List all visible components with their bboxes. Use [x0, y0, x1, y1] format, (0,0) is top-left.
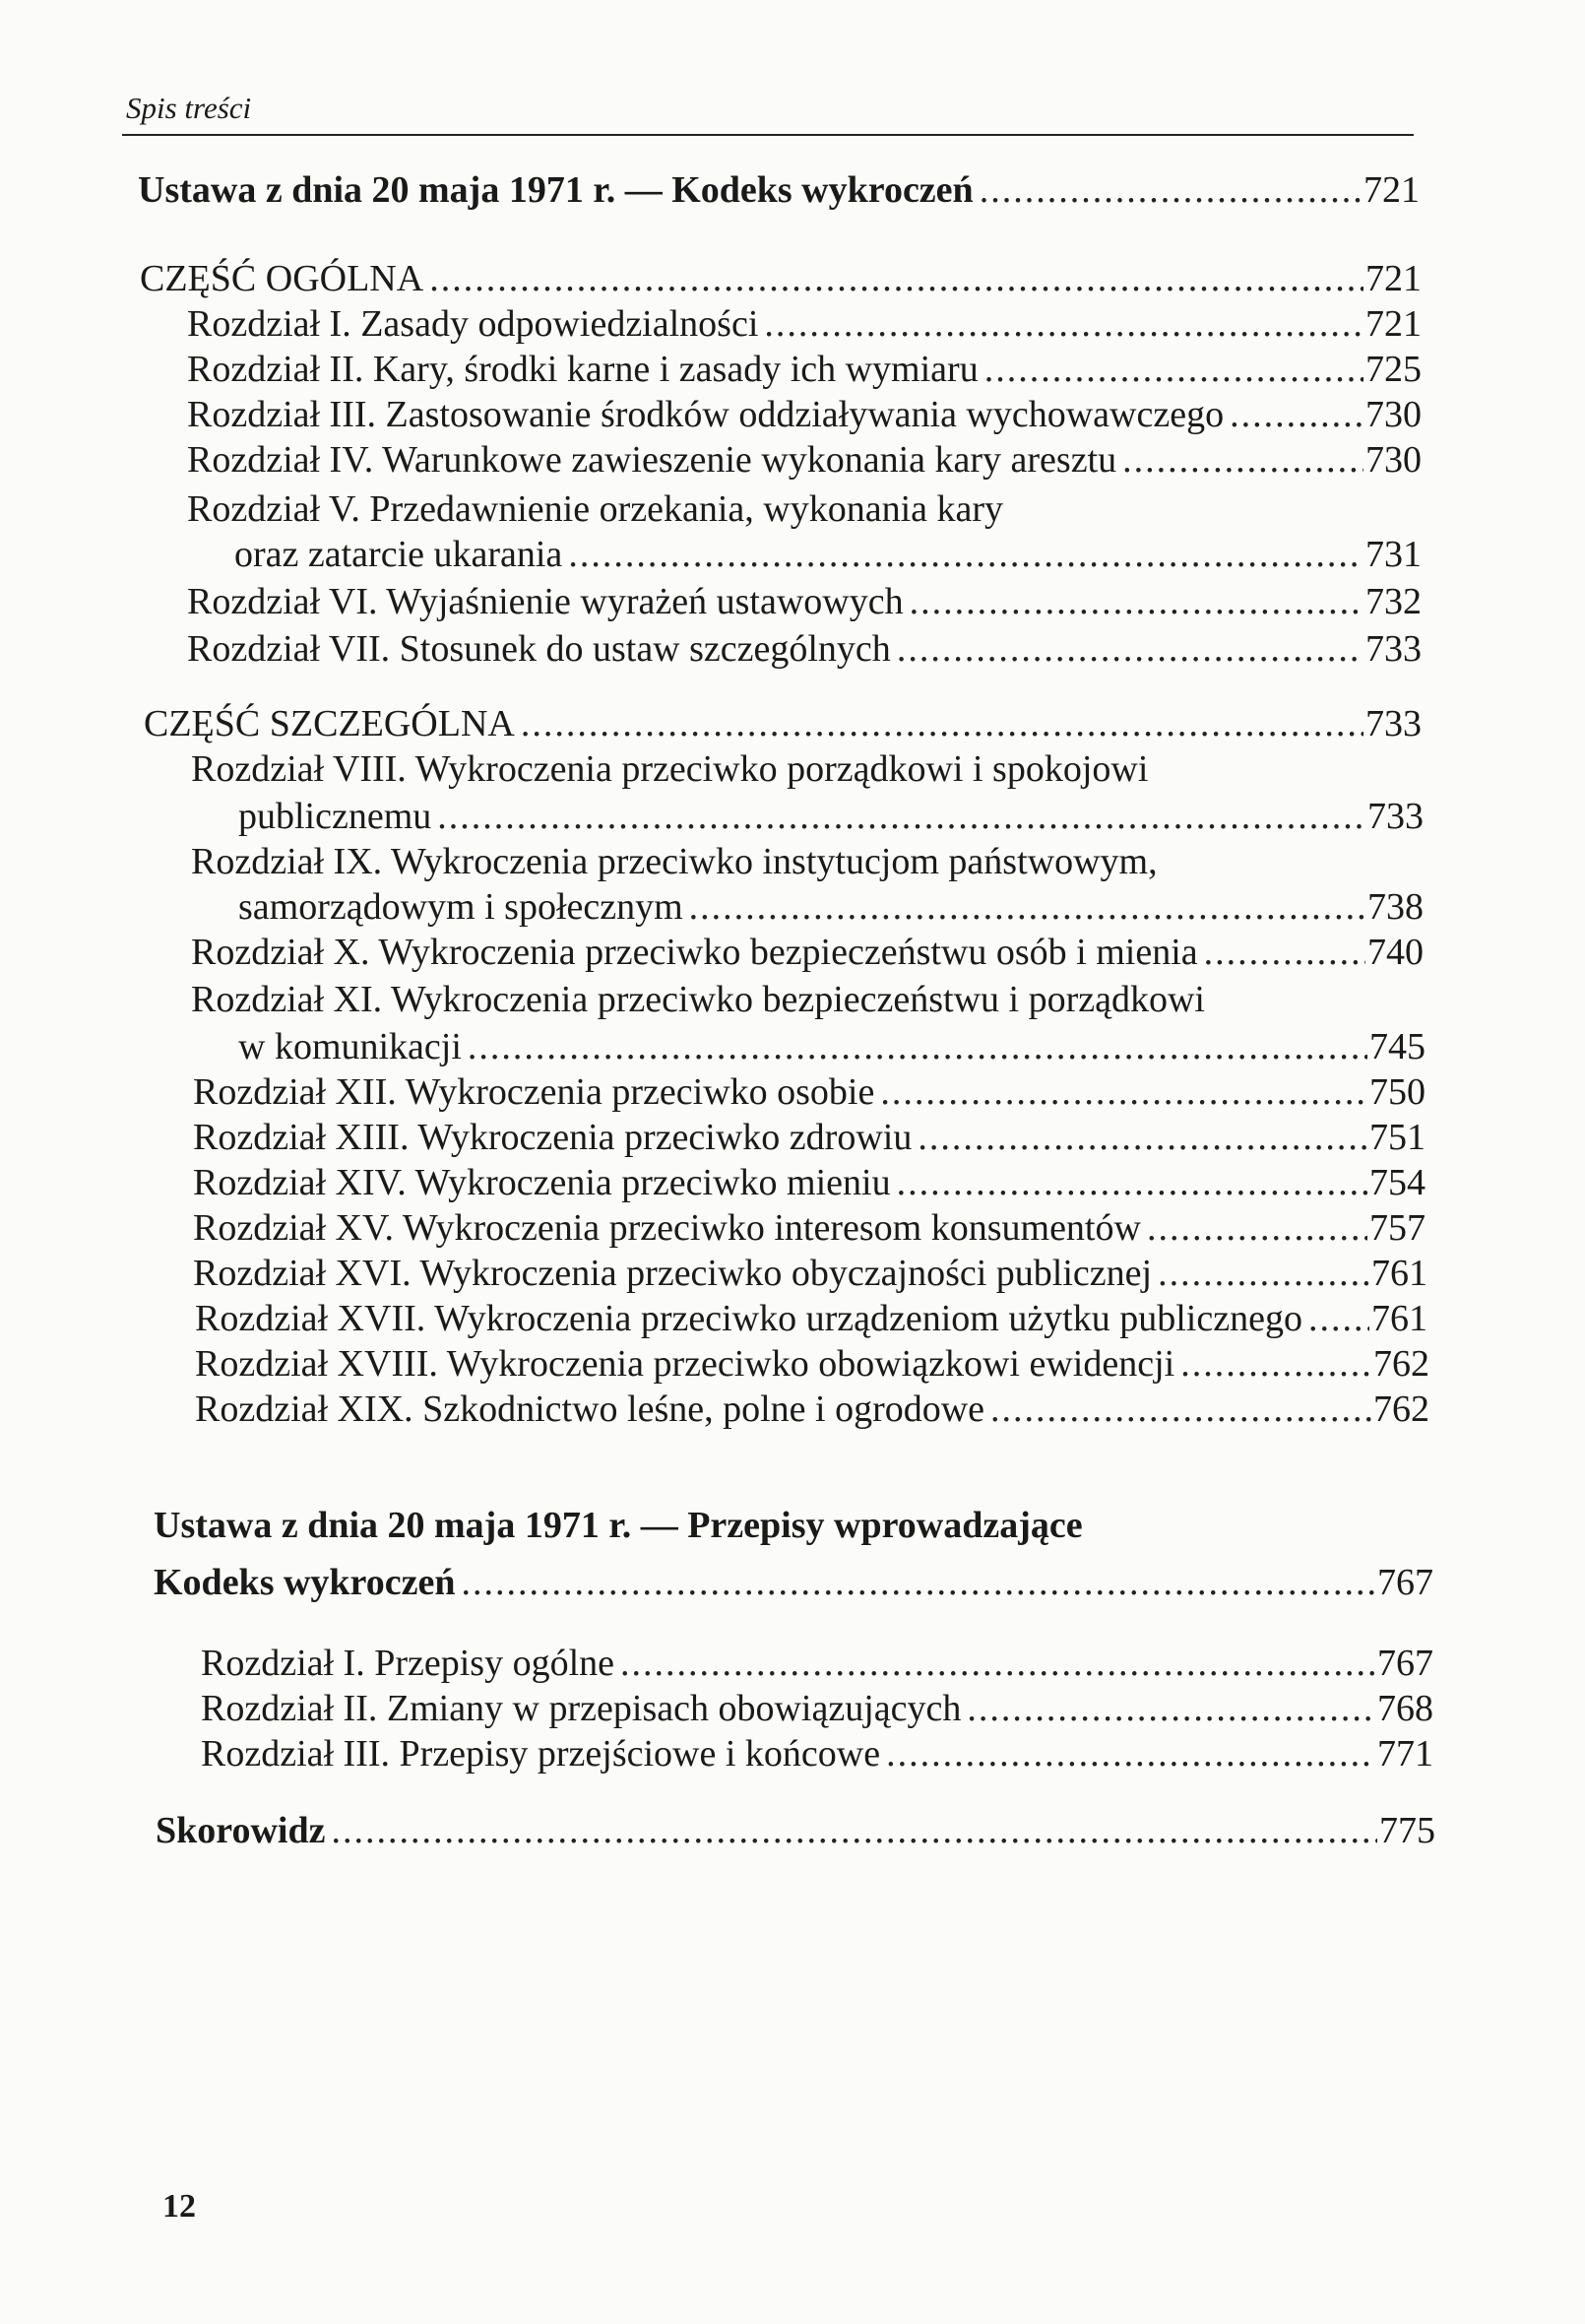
- toc-entry-part-specific[interactable]: [144, 701, 1422, 746]
- toc-page: 761: [1371, 1253, 1427, 1294]
- toc-chapter-continuation[interactable]: [238, 1024, 1426, 1069]
- leader-dots: [429, 256, 1363, 301]
- toc-label: oraz zatarcie ukarania: [234, 534, 563, 575]
- toc-page: 732: [1365, 581, 1422, 622]
- toc-chapter-continuation[interactable]: [234, 532, 1422, 577]
- toc-chapter[interactable]: [187, 626, 1422, 672]
- toc-chapter[interactable]: [201, 1641, 1433, 1686]
- leader-dots: [1158, 1251, 1369, 1296]
- toc-chapter[interactable]: [193, 1205, 1426, 1251]
- toc-chapter[interactable]: [187, 301, 1422, 347]
- toc-label: CZĘŚĆ OGÓLNA: [140, 258, 424, 299]
- toc-page: 721: [1365, 303, 1422, 345]
- toc-label: Rozdział XVII. Wykroczenia przeciwko urządzeniom użytku publicznego: [195, 1298, 1302, 1339]
- toc-chapter[interactable]: [201, 1686, 1433, 1731]
- toc-chapter-label[interactable]: Rozdział VIII. Wykroczenia przeciwko porządkowi i spokojowi: [191, 748, 1149, 790]
- toc-page: 721: [1365, 258, 1422, 299]
- leader-dots: [984, 347, 1363, 392]
- toc-page: 733: [1365, 703, 1422, 744]
- leader-dots: [1180, 1341, 1371, 1387]
- leader-dots: [910, 579, 1363, 624]
- toc-label: Rozdział VI. Wyjaśnienie wyrażeń ustawowych: [187, 581, 904, 622]
- header-rule: [122, 134, 1414, 136]
- toc-label: Skorowidz: [156, 1810, 326, 1851]
- leader-dots: [689, 884, 1365, 930]
- toc-label: Rozdział III. Zastosowanie środków oddziaływania wychowawczego: [187, 394, 1225, 435]
- toc-chapter-continuation[interactable]: [238, 794, 1424, 839]
- leader-dots: [764, 301, 1363, 347]
- toc-entry-index[interactable]: [156, 1808, 1435, 1853]
- toc-label: Rozdział III. Przepisy przejściowe i końcowe: [201, 1733, 881, 1775]
- toc-label: CZĘŚĆ SZCZEGÓLNA: [144, 703, 515, 744]
- toc-page: 730: [1365, 394, 1422, 435]
- leader-dots: [990, 1387, 1371, 1432]
- toc-chapter[interactable]: [193, 1251, 1427, 1296]
- leader-dots: [918, 1115, 1367, 1160]
- toc-label: Rozdział XVI. Wykroczenia przeciwko obyczajności publicznej: [193, 1253, 1153, 1294]
- toc-page: 750: [1369, 1071, 1426, 1113]
- leader-dots: [1204, 930, 1365, 975]
- toc-chapter[interactable]: [193, 1115, 1426, 1160]
- toc-chapter[interactable]: [201, 1731, 1433, 1776]
- toc-entry-act1[interactable]: [138, 167, 1420, 213]
- toc-label: Rozdział VII. Stosunek do ustaw szczególnych: [187, 628, 891, 670]
- leader-dots: [967, 1686, 1375, 1731]
- toc-label: Rozdział X. Wykroczenia przeciwko bezpieczeństwu osób i mienia: [191, 932, 1198, 973]
- leader-dots: [880, 1069, 1367, 1115]
- leader-dots: [980, 167, 1362, 213]
- toc-label: Rozdział XIII. Wykroczenia przeciwko zdrowiu: [193, 1117, 913, 1158]
- leader-dots: [1147, 1205, 1367, 1251]
- toc-chapter[interactable]: [195, 1341, 1429, 1387]
- toc-page: 721: [1363, 169, 1420, 211]
- toc-label: Rozdział XII. Wykroczenia przeciwko osobie: [193, 1071, 875, 1113]
- toc-chapter-label[interactable]: Rozdział V. Przedawnienie orzekania, wykonania kary: [187, 488, 1004, 530]
- toc-page: 775: [1379, 1810, 1435, 1851]
- leader-dots: [461, 1560, 1375, 1605]
- toc-chapter[interactable]: [187, 347, 1422, 392]
- toc-label: Rozdział XIV. Wykroczenia przeciwko mieniu: [193, 1162, 891, 1203]
- leader-dots: [331, 1808, 1377, 1853]
- toc-label: Ustawa z dnia 20 maja 1971 r. — Kodeks wykroczeń: [138, 169, 974, 211]
- leader-dots: [521, 701, 1363, 746]
- toc-chapter[interactable]: [195, 1296, 1427, 1341]
- toc-label: publicznemu: [238, 796, 432, 837]
- running-head: Spis treści: [126, 91, 252, 125]
- toc-page: 730: [1365, 439, 1422, 481]
- toc-label: Rozdział XIX. Szkodnictwo leśne, polne i ogrodowe: [195, 1388, 985, 1430]
- leader-dots: [1122, 437, 1363, 483]
- toc-entry-part-general[interactable]: [140, 256, 1422, 301]
- toc-page: 767: [1377, 1643, 1433, 1684]
- toc-chapter-label[interactable]: Rozdział XI. Wykroczenia przeciwko bezpieczeństwu i porządkowi: [191, 979, 1205, 1020]
- toc-label: Rozdział I. Przepisy ogólne: [201, 1643, 615, 1684]
- toc-page: 762: [1373, 1343, 1429, 1385]
- toc-page: 757: [1369, 1207, 1426, 1249]
- toc-chapter[interactable]: [187, 579, 1422, 624]
- toc-chapter[interactable]: [193, 1160, 1426, 1205]
- leader-dots: [1230, 392, 1363, 437]
- toc-page: 751: [1369, 1117, 1426, 1158]
- toc-label: samorządowym i społecznym: [238, 886, 683, 928]
- leader-dots: [897, 626, 1363, 672]
- toc-label: Rozdział XV. Wykroczenia przeciwko interesom konsumentów: [193, 1207, 1141, 1249]
- toc-page: 768: [1377, 1688, 1433, 1729]
- toc-label: w komunikacji: [238, 1026, 462, 1067]
- leader-dots: [620, 1641, 1375, 1686]
- toc-chapter[interactable]: [187, 437, 1422, 483]
- toc-page: 733: [1365, 628, 1422, 670]
- toc-label: Rozdział IV. Warunkowe zawieszenie wykonania kary aresztu: [187, 439, 1117, 481]
- page-number: 12: [162, 2188, 196, 2225]
- toc-chapter[interactable]: [187, 392, 1422, 437]
- leader-dots: [886, 1731, 1375, 1776]
- toc-entry-act2[interactable]: [154, 1560, 1433, 1605]
- toc-page: 767: [1377, 1562, 1433, 1603]
- toc-page: 771: [1377, 1733, 1433, 1775]
- toc-page: 738: [1367, 886, 1424, 928]
- toc-page: 745: [1369, 1026, 1426, 1067]
- toc-page: 740: [1367, 932, 1424, 973]
- toc-page: 761: [1371, 1298, 1427, 1339]
- toc-chapter-label[interactable]: Rozdział IX. Wykroczenia przeciwko instytucjom państwowym,: [191, 841, 1158, 882]
- leader-dots: [468, 1024, 1367, 1069]
- leader-dots: [1308, 1296, 1369, 1341]
- toc-label: Rozdział II. Zmiany w przepisach obowiązujących: [201, 1688, 962, 1729]
- leader-dots: [437, 794, 1365, 839]
- toc-chapter[interactable]: [191, 930, 1424, 975]
- toc-label: Rozdział II. Kary, środki karne i zasady ich wymiaru: [187, 349, 979, 390]
- toc-label: Kodeks wykroczeń: [154, 1562, 456, 1603]
- toc-chapter[interactable]: [195, 1387, 1429, 1432]
- leader-dots: [897, 1160, 1367, 1205]
- toc-label: Rozdział XVIII. Wykroczenia przeciwko obowiązkowi ewidencji: [195, 1343, 1175, 1385]
- toc-chapter[interactable]: [193, 1069, 1426, 1115]
- toc-label: Rozdział I. Zasady odpowiedzialności: [187, 303, 759, 345]
- toc-page: 733: [1367, 796, 1424, 837]
- toc-page: 762: [1373, 1388, 1429, 1430]
- toc-page: 731: [1365, 534, 1422, 575]
- toc-entry-act2-title[interactable]: Ustawa z dnia 20 maja 1971 r. — Przepisy wprowadzające: [154, 1505, 1083, 1546]
- leader-dots: [568, 532, 1363, 577]
- toc-page: 754: [1369, 1162, 1426, 1203]
- toc-chapter-continuation[interactable]: [238, 884, 1424, 930]
- toc-page: 725: [1365, 349, 1422, 390]
